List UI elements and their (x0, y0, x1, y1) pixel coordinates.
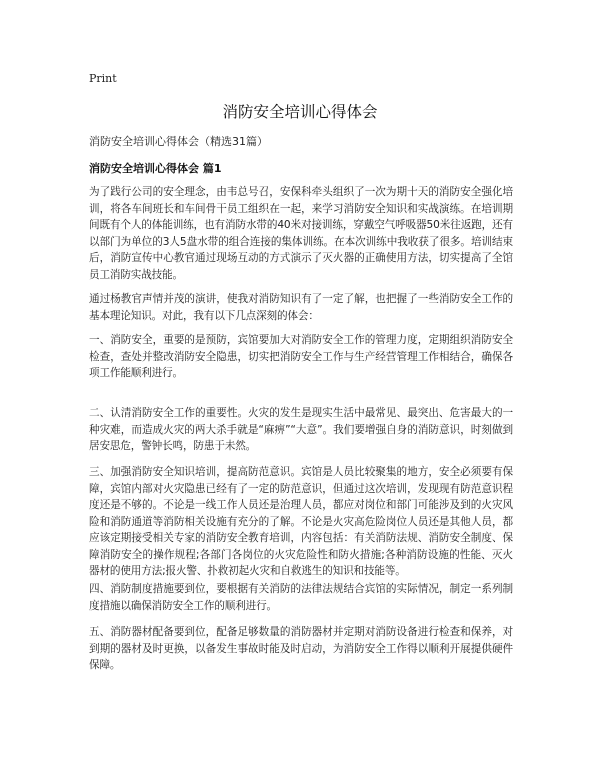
paragraph-point-2: 二、认清消防安全工作的重要性。火灾的发生是现实生活中最常见、最突出、危害最大的一种灾难，而造成火灾的两大杀手就是“麻痹”“大意”。我们要增强自身的消防意识，时刻做到居安思危，警钟长鸣，防患于未然。 (89, 407, 513, 452)
paragraph-point-3: 三、加强消防安全知识培训，提高防范意识。宾馆是人员比较聚集的地方，安全必须要有保障，宾馆内部对火灾隐患已经有了一定的防范意识，但通过这次培训，发现现有防范意识程度还是不够的。不论是一线工作人员还是治理人员，都应对岗位和部门可能涉及到的火灾风险和消防通道等消防相关设施有充分的了解。不论是火灾高危险岗位人员还是其他人员，都应该定期接受相关专家的消防安全教育培训，内容包括：有关消防法规、消防安全制度、保障消防安全的操作规程;各部门各岗位的火灾危险性和防火措施;各种消防设施的性能、灭火器材的使用方法;报火警、扑救初起火灾和自救逃生的知识和技能等。 (89, 466, 513, 577)
paragraph-intro: 为了践行公司的安全理念，由韦总号召，安保科牵头组织了一次为期十天的消防安全强化培训，将各车间班长和车间骨干员工组织在一起，来学习消防安全知识和实战演练。在培训期间既有个人的体能训练，也有消防水带的40米对接训练，穿戴空气呼吸器50米往返跑，还有以部门为单位的3人5盘水带的组合连接的集体训练。在本次训练中我收获了很多。培训结束后，消防宣传中心教官通过现场互动的方式演示了灭火器的正确使用方法，切实提高了全馆员工消防实战技能。 (89, 186, 513, 281)
paragraph-lecture: 通过杨教官声情并茂的演讲，使我对消防知识有了一定了解，也把握了一些消防安全工作的基本理论知识。对此，我有以下几点深刻的体会： (89, 293, 513, 322)
page-title: 消防安全培训心得体会 (222, 103, 378, 121)
print-link[interactable]: Print (89, 72, 117, 85)
paragraph-point-4: 四、消防制度措施要到位，要根据有关消防的法律法规结合宾馆的实际情况，制定一系列制度措施以确保消防安全工作的顺利进行。 (89, 583, 513, 612)
document-subtitle: 消防安全培训心得体会（精选31篇） (89, 135, 268, 148)
paragraph-point-1: 一、消防安全，重要的是预防，宾馆要加大对消防安全工作的管理力度，定期组织消防安全检查，查处并整改消防安全隐患，切实把消防安全工作与生产经营管理工作相结合，确保各项工作能顺利进行。 (89, 334, 513, 379)
paragraph-point-5: 五、消防器材配备要到位，配备足够数量的消防器材并定期对消防设备进行检查和保养，对到期的器材及时更换，以备发生事故时能及时启动，为消防安全工作得以顺利开展提供硬件保障。 (89, 626, 513, 671)
section-heading: 消防安全培训心得体会 篇1 (89, 162, 222, 175)
